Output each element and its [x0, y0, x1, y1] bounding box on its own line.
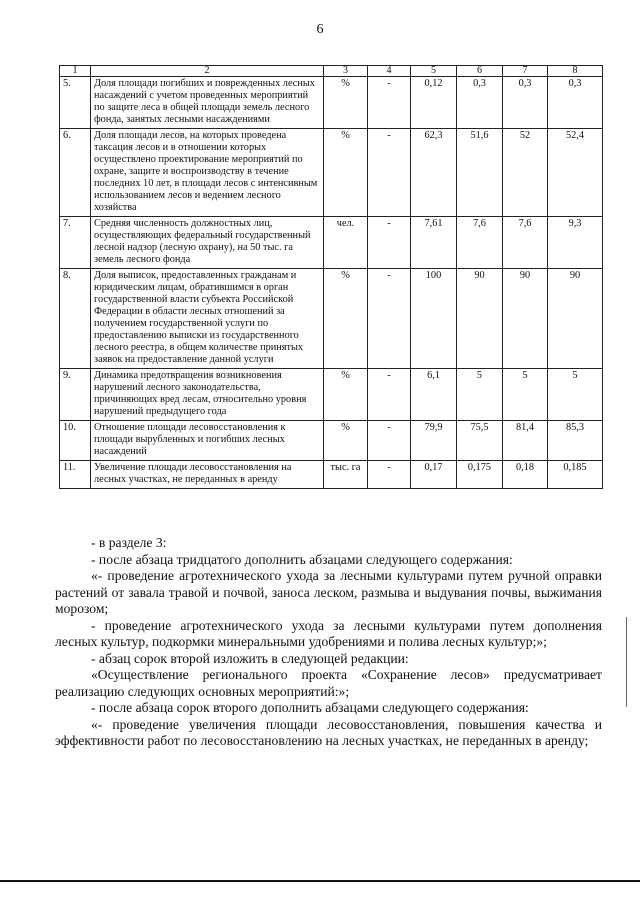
- value-cell: 62,3: [411, 129, 457, 217]
- header-cell: 7: [503, 66, 548, 77]
- paragraph: «- проведение агротехнического ухода за лесными культурами путем ручной оправки растений от завала травой и почвой, заноса леском, размыва и выдувания почвы, выжимания морозом;: [55, 568, 602, 616]
- value-cell: -: [368, 129, 411, 217]
- table-header-row: [60, 66, 603, 77]
- row-number: 8.: [60, 269, 91, 369]
- indicator-name: Доля выписок, предоставленных гражданам и юридическим лицам, обратившимся в орган государственной власти субъекта Российской Федерации в области лесных отношений за получением государственной услуги по предоставлению выписки из государственного лесного реестра, в общем количестве принятых заявок на предоставление данной услуги: [91, 269, 324, 369]
- row-number: 10.: [60, 421, 91, 461]
- paragraph: - в разделе 3:: [91, 535, 167, 550]
- value-cell: 7,6: [503, 217, 548, 269]
- header-cell: 6: [457, 66, 503, 77]
- value-cell: 0,17: [411, 461, 457, 489]
- table-row: [60, 269, 603, 369]
- value-cell: 0,18: [503, 461, 548, 489]
- value-cell: -: [368, 461, 411, 489]
- paragraph: - после абзаца тридцатого дополнить абзацами следующего содержания:: [91, 551, 513, 567]
- unit-cell: %: [324, 369, 368, 421]
- value-cell: 7,6: [457, 217, 503, 269]
- amendment-text: [55, 535, 602, 750]
- paragraph: - после абзаца сорок второго дополнить абзацами следующего содержания:: [91, 700, 529, 715]
- value-cell: 81,4: [503, 421, 548, 461]
- table-row: [60, 369, 603, 421]
- value-cell: 9,3: [548, 217, 603, 269]
- unit-cell: тыс. га: [324, 461, 368, 489]
- header-cell: 1: [60, 66, 91, 77]
- value-cell: 0,12: [411, 77, 457, 129]
- value-cell: 75,5: [457, 421, 503, 461]
- value-cell: 5: [503, 369, 548, 421]
- indicator-name: Отношение площади лесовосстановления к площади вырубленных и погибших лесных насаждений: [91, 421, 324, 461]
- value-cell: 5: [457, 369, 503, 421]
- row-number: 11.: [60, 461, 91, 489]
- value-cell: 0,185: [548, 461, 603, 489]
- indicator-name: Динамика предотвращения возникновения нарушений лесного законодательства, причиняющих вред лесам, относительно уровня нарушений предыдущего года: [91, 369, 324, 421]
- value-cell: -: [368, 269, 411, 369]
- value-cell: -: [368, 369, 411, 421]
- table-row: [60, 461, 603, 489]
- value-cell: 51,6: [457, 129, 503, 217]
- header-cell: 2: [91, 66, 324, 77]
- unit-cell: %: [324, 129, 368, 217]
- value-cell: 0,175: [457, 461, 503, 489]
- row-number: 5.: [60, 77, 91, 129]
- paragraph: - проведение агротехнического ухода за лесными культурами путем дополнения лесных культур, подкормки минеральными удобрениями и полива лесных культур;»;: [55, 617, 602, 649]
- value-cell: 90: [503, 269, 548, 369]
- value-cell: -: [368, 217, 411, 269]
- header-cell: 5: [411, 66, 457, 77]
- value-cell: 5: [548, 369, 603, 421]
- unit-cell: %: [324, 269, 368, 369]
- value-cell: 0,3: [548, 77, 603, 129]
- paragraph: - абзац сорок второй изложить в следующей редакции:: [91, 650, 409, 666]
- indicator-name: Увеличение площади лесовосстановления на лесных участках, не переданных в аренду: [91, 461, 324, 489]
- value-cell: 52,4: [548, 129, 603, 217]
- value-cell: 100: [411, 269, 457, 369]
- unit-cell: %: [324, 77, 368, 129]
- paragraph: «- проведение увеличения площади лесовосстановления, повышения качества и эффективности работ по лесовосстановлению на лесных участках, не переданных в аренду;: [55, 716, 602, 748]
- value-cell: 90: [457, 269, 503, 369]
- table-row: [60, 421, 603, 461]
- value-cell: -: [368, 77, 411, 129]
- value-cell: 90: [548, 269, 603, 369]
- value-cell: -: [368, 421, 411, 461]
- row-number: 9.: [60, 369, 91, 421]
- indicator-name: Доля площади погибших и поврежденных лесных насаждений с учетом проведенных мероприятий по защите леса в общей площади земель лесного фонда, занятых лесными насаждениями: [91, 77, 324, 129]
- value-cell: 0,3: [503, 77, 548, 129]
- indicator-name: Доля площади лесов, на которых проведена таксация лесов и в отношении которых осуществлено проектирование мероприятий по охране, защите и воспроизводству в течение последних 10 лет, в площади лесов с интенсивным использованием лесов и ведением лесного хозяйства: [91, 129, 324, 217]
- unit-cell: %: [324, 421, 368, 461]
- page-number: 6: [316, 22, 324, 37]
- value-cell: 6,1: [411, 369, 457, 421]
- table-row: [60, 129, 603, 217]
- table-row: [60, 77, 603, 129]
- value-cell: 79,9: [411, 421, 457, 461]
- header-cell: 3: [324, 66, 368, 77]
- bottom-rule: [0, 880, 640, 882]
- value-cell: 7,61: [411, 217, 457, 269]
- value-cell: 85,3: [548, 421, 603, 461]
- value-cell: 52: [503, 129, 548, 217]
- indicators-table: [59, 65, 603, 489]
- margin-scan-line: [626, 617, 627, 707]
- header-cell: 8: [548, 66, 603, 77]
- indicator-name: Средняя численность должностных лиц, осуществляющих федеральный государственный лесной надзор (лесную охрану), на 50 тыс. га земель лесного фонда: [91, 217, 324, 269]
- header-cell: 4: [368, 66, 411, 77]
- value-cell: 0,3: [457, 77, 503, 129]
- row-number: 7.: [60, 217, 91, 269]
- row-number: 6.: [60, 129, 91, 217]
- unit-cell: чел.: [324, 217, 368, 269]
- table-row: [60, 217, 603, 269]
- paragraph: «Осуществление регионального проекта «Сохранение лесов» предусматривает реализацию следующих основных мероприятий:»;: [55, 667, 602, 699]
